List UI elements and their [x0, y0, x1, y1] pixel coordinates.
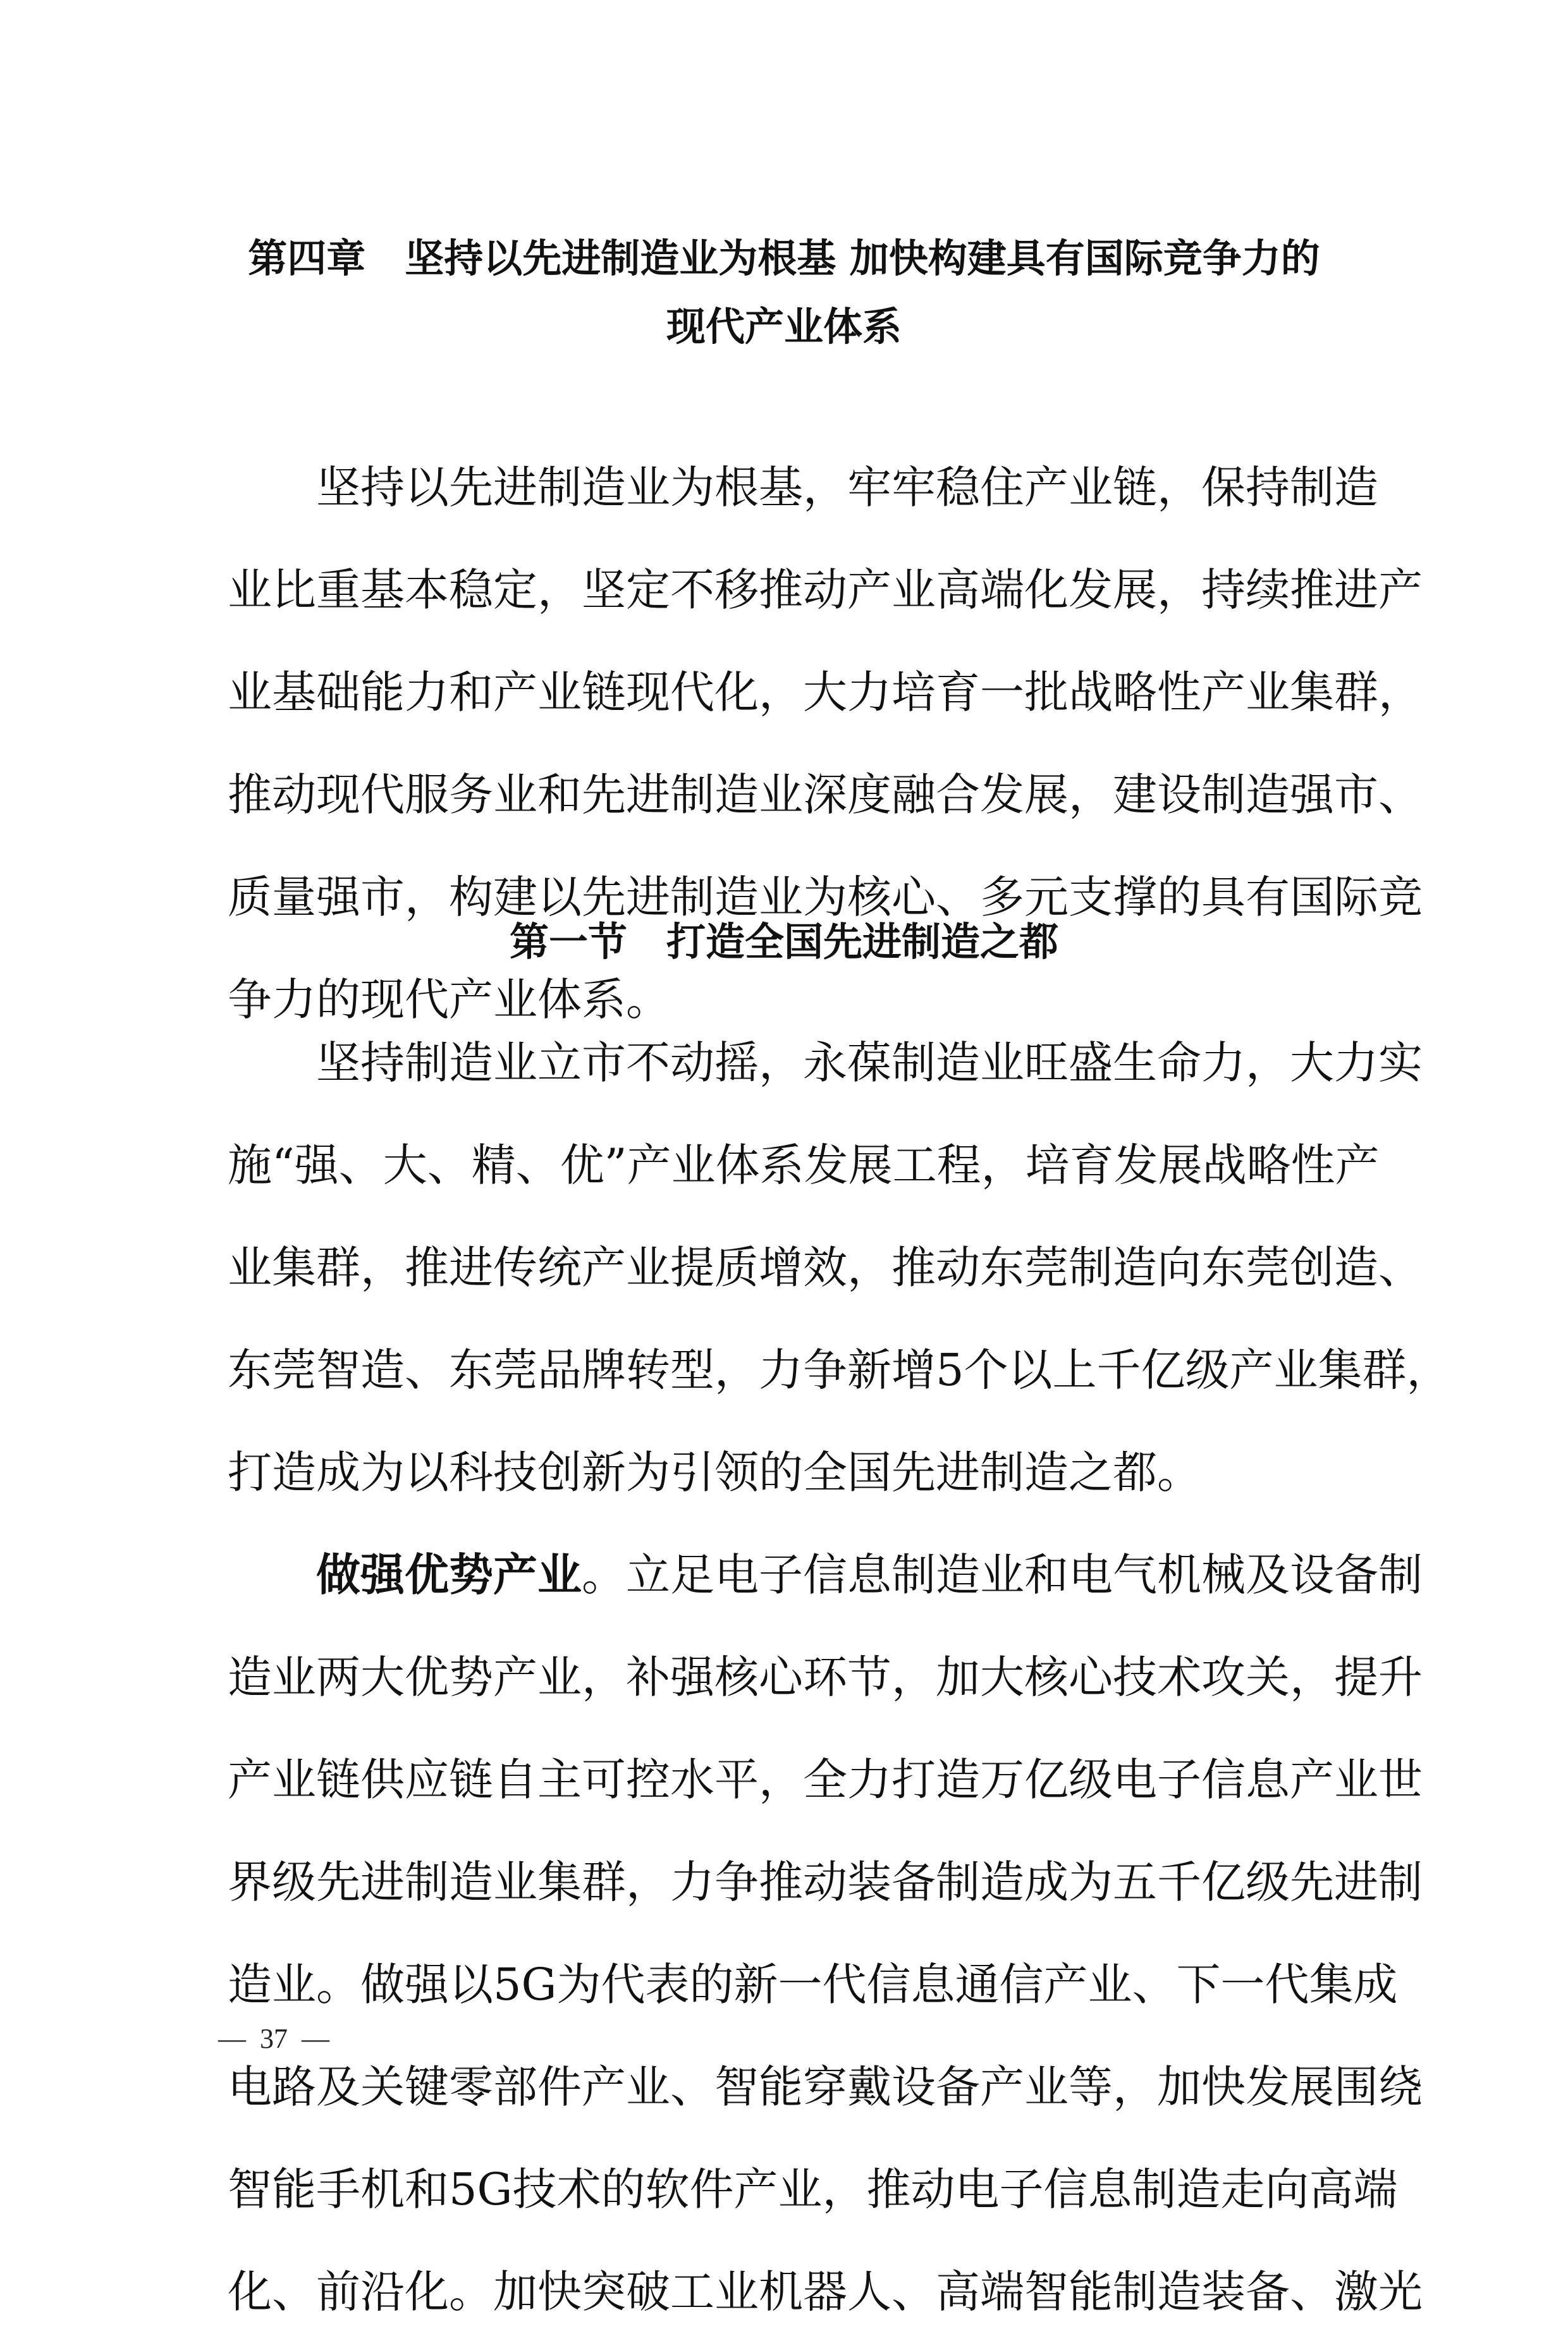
text-line: [228, 1524, 1423, 1626]
section-paragraph-1: [228, 1012, 1451, 1524]
text-line: 施“强、大、精、优”产业体系发展工程，培育发展战略性产: [228, 1139, 1380, 1191]
text-line: 化、前沿化。加快突破工业机器人、高端智能制造装备、激光: [228, 2266, 1423, 2318]
paragraph-lead: 做强优势产业: [316, 1549, 582, 1601]
text-segment: 。立足电子信息制造业和电气机械及设备制: [582, 1549, 1423, 1601]
section-title: 第一节 打造全国先进制造之都: [509, 919, 1058, 965]
text-line: 电路及关键零部件产业、智能穿戴设备产业等，加快发展围绕: [228, 2061, 1423, 2113]
text-line: 造业。做强以5G为代表的新一代信息通信产业、下一代集成: [228, 1959, 1398, 2010]
text-line: 造业两大优势产业，补强核心环节，加大核心技术攻关，提升: [228, 1651, 1423, 1703]
text-line: 东莞智造、东莞品牌转型，力争新增5个以上千亿级产业集群，: [228, 1344, 1451, 1396]
text-line: 推动现代服务业和先进制造业深度融合发展，建设制造强市、: [228, 769, 1423, 821]
text-line: 打造成为以科技创新为引领的全国先进制造之都。: [228, 1447, 1201, 1498]
text-line: 业比重基本稳定，坚定不移推动产业高端化发展，持续推进产: [228, 564, 1423, 616]
text-line: 智能手机和5G技术的软件产业，推动电子信息制造走向高端: [228, 2163, 1398, 2215]
text-line: 界级先进制造业集群，力争推动装备制造成为五千亿级先进制: [228, 1856, 1423, 1908]
text-line: 质量强市，构建以先进制造业为核心、多元支撑的具有国际竞: [228, 871, 1423, 923]
text-line: 业集群，推进传统产业提质增效，推动东莞制造向东莞创造、: [228, 1242, 1423, 1294]
chapter-title-line-1: 第四章 坚持以先进制造业为根基 加快构建具有国际竞争力的: [248, 235, 1320, 281]
page-number: — 37 —: [218, 2023, 329, 2054]
text-line: 坚持以先进制造业为根基，牢牢稳住产业链，保持制造: [316, 462, 1378, 513]
text-line: 产业链供应链自主可控水平，全力打造万亿级电子信息产业世: [228, 1754, 1423, 1806]
text-line: 争力的现代产业体系。: [228, 974, 670, 1025]
chapter-title-line-2: 现代产业体系: [666, 303, 902, 350]
text-line: 业基础能力和产业链现代化，大力培育一批战略性产业集群，: [228, 666, 1423, 718]
text-line: 坚持制造业立市不动摇，永葆制造业旺盛生命力，大力实: [316, 1037, 1423, 1089]
section-paragraph-2: [228, 1524, 1423, 2343]
chapter-title: [228, 224, 1340, 361]
